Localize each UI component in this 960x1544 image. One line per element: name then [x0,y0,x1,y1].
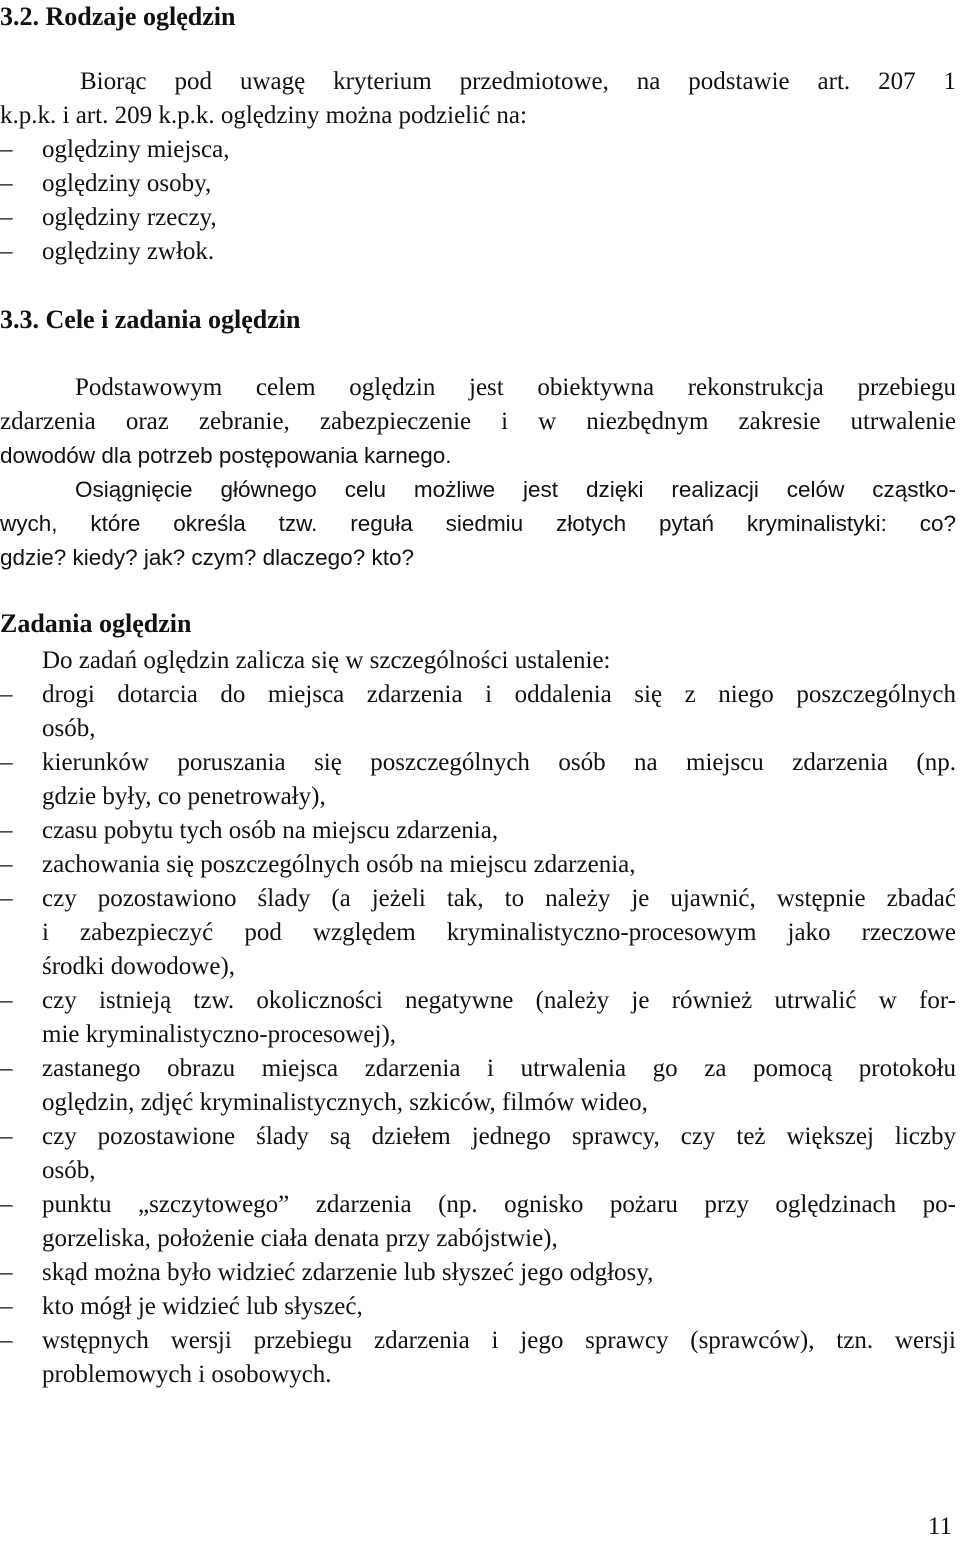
paragraph-line: Osiągnięcie głównego celu możliwe jest dzięki realizacji celów cząstko- [75,477,956,502]
dash-marker: – [0,1123,13,1150]
list-item-text: czy pozostawione ślady są dziełem jednego sprawcy, czy też większej liczby [42,1123,956,1150]
list-item-text: i zabezpieczyć pod względem kryminalistyczno-procesowym jako rzeczowe [42,919,956,946]
paragraph-line: wych, które określa tzw. reguła siedmiu złotych pytań kryminalistyki: co? [0,511,956,536]
list-item-text: oględziny miejsca, [42,136,230,163]
list-item-text: czasu pobytu tych osób na miejscu zdarzenia, [42,817,499,844]
page-number: 11 [927,1513,952,1540]
dash-marker: – [0,885,13,912]
list-item-text: osób, [42,1157,96,1184]
dash-marker: – [0,204,13,231]
list-item-text: środki dowodowe), [42,953,236,980]
dash-marker: – [0,1293,13,1320]
list-item-text: mie kryminalistyczno-procesowej), [42,1021,397,1048]
dash-marker: – [0,817,13,844]
dash-marker: – [0,987,13,1014]
list-item-text: gdzie były, co penetrowały), [42,783,326,810]
paragraph-line: Podstawowym celem oględzin jest obiektywna rekonstrukcja przebiegu [75,374,956,401]
list-item-text: czy istnieją tzw. okoliczności negatywne (należy je również utrwalić w for- [42,987,956,1014]
list-item-text: osób, [42,715,96,742]
list-item-text: punktu „szczytowego” zdarzenia (np. ognisko pożaru przy oględzinach po- [42,1191,956,1218]
list-item-text: oględzin, zdjęć kryminalistycznych, szkiców, filmów wideo, [42,1089,648,1116]
dash-marker: – [0,1055,13,1082]
paragraph-line: dowodów dla potrzeb postępowania karnego. [0,443,452,468]
list-item-text: kierunków poruszania się poszczególnych osób na miejscu zdarzenia (np. [42,749,956,776]
list-item-text: zachowania się poszczególnych osób na miejscu zdarzenia, [42,851,636,878]
paragraph-line: gdzie? kiedy? jak? czym? dlaczego? kto? [0,545,414,570]
dash-marker: – [0,1259,13,1286]
list-item-text: wstępnych wersji przebiegu zdarzenia i jego sprawcy (sprawców), tzn. wersji [42,1327,956,1354]
tasks-heading: Zadania oględzin [0,609,192,638]
dash-marker: – [0,1191,13,1218]
section-heading-3-3: 3.3. Cele i zadania oględzin [0,305,301,334]
list-item-text: skąd można było widzieć zdarzenie lub słyszeć jego odgłosy, [42,1259,654,1286]
intro-line-1: Biorąc pod uwagę kryterium przedmiotowe, na podstawie art. 207 1 [80,68,956,95]
list-item-text: oględziny osoby, [42,170,212,197]
list-item-text: czy pozostawiono ślady (a jeżeli tak, to należy je ujawnić, wstępnie zbadać [42,885,956,912]
dash-marker: – [0,749,13,776]
list-item-text: zastanego obrazu miejsca zdarzenia i utrwalenia go za pomocą protokołu [42,1055,956,1082]
list-item-text: kto mógł je widzieć lub słyszeć, [42,1293,363,1320]
dash-marker: – [0,170,13,197]
dash-marker: – [0,136,13,163]
list-item-text: gorzeliska, położenie ciała denata przy zabójstwie), [42,1225,558,1252]
list-item-text: drogi dotarcia do miejsca zdarzenia i oddalenia się z niego poszczególnych [42,681,956,708]
list-item-text: oględziny zwłok. [42,238,215,265]
dash-marker: – [0,681,13,708]
list-item-text: oględziny rzeczy, [42,204,217,231]
intro-line-2: k.p.k. i art. 209 k.p.k. oględziny można podzielić na: [0,102,527,129]
section-heading-3-2: 3.2. Rodzaje oględzin [0,2,236,31]
list-item-text: problemowych i osobowych. [42,1361,332,1388]
tasks-intro: Do zadań oględzin zalicza się w szczególności ustalenie: [42,647,611,674]
dash-marker: – [0,1327,13,1354]
dash-marker: – [0,238,13,265]
paragraph-line: zdarzenia oraz zebranie, zabezpieczenie i w niezbędnym zakresie utrwalenie [0,408,956,435]
dash-marker: – [0,851,13,878]
